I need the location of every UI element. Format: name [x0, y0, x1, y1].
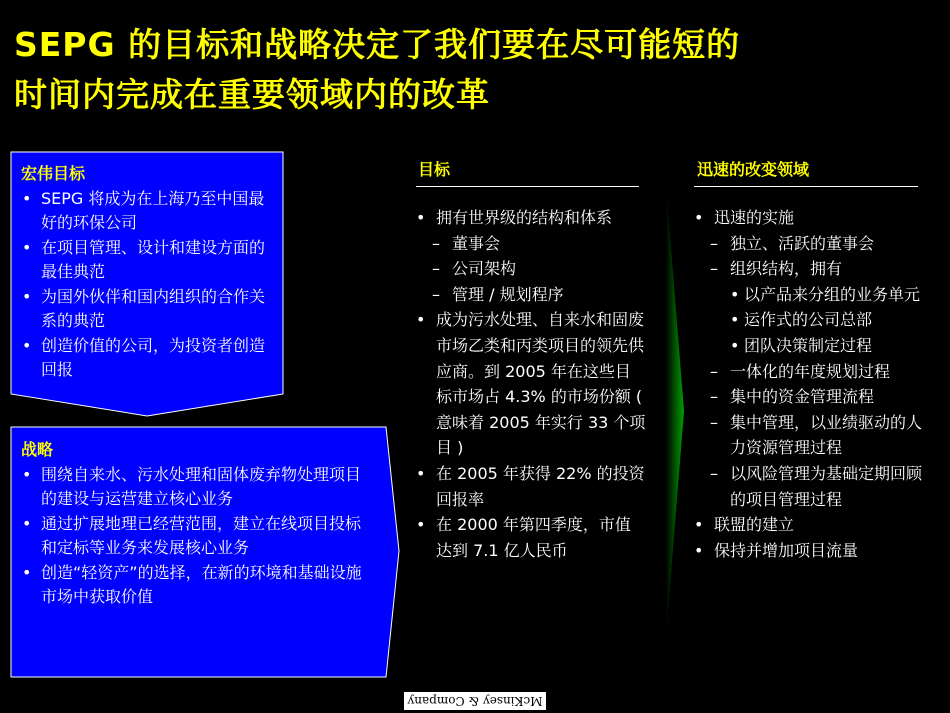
list-item: • 围绕自来水、污水处理和固体废弃物处理项目的建设与运营建立核心业务 — [21, 463, 375, 512]
title-line-2: 时间内完成在重要领域内的改革 — [14, 75, 490, 114]
list-item: • 通过扩展地理已经营范围，建立在线项目投标和定标等业务来发展核心业务 — [21, 512, 375, 561]
sub-item: – 集中管理，以业绩驱动的人力资源管理过程 — [710, 412, 923, 458]
sub-item: – 集中的资金管理流程 — [710, 387, 875, 407]
sub-sub-item: • 以产品来分组的业务单元 — [692, 282, 937, 308]
list-item: • 联盟的建立 — [692, 512, 937, 538]
sub-item: – 一体化的年度规划过程 — [710, 361, 891, 381]
list-item: • SEPG 将成为在上海乃至中国最好的环保公司 — [21, 187, 271, 236]
strategy-list — [21, 463, 375, 610]
goals-divider — [416, 186, 639, 187]
change-list — [692, 205, 937, 563]
strategy-heading: 战略 — [21, 440, 54, 459]
title-line-1: SEPG 的目标和战略决定了我们要在尽可能短的 — [14, 25, 741, 64]
list-item: • 在 2005 年获得 22% 的投资回报率 — [414, 461, 646, 512]
sub-sub-item: • 团队决策制定过程 — [692, 333, 937, 359]
strategy-content — [21, 438, 375, 610]
list-item: • 迅速的实施 — [692, 205, 937, 231]
list-item: • 为国外伙伴和国内组织的合作关系的典范 — [21, 285, 271, 334]
sub-item: – 董事会 — [432, 233, 501, 253]
mckinsey-logo: McKinsey & Company — [404, 692, 546, 710]
vision-heading: 宏伟目标 — [21, 164, 86, 183]
vision-content — [21, 162, 271, 383]
list-item: • 拥有世界级的结构和体系 — [414, 205, 646, 231]
sub-item: – 管理 / 规划程序 — [432, 284, 564, 304]
sub-item: – 以风险管理为基础定期回顾的项目管理过程 — [710, 463, 923, 509]
sub-item: – 组织结构，拥有 — [710, 259, 843, 279]
sub-item: – 公司架构 — [432, 259, 517, 279]
goals-list — [414, 205, 646, 563]
vision-list — [21, 187, 271, 383]
list-item: • 创造“轻资产”的选择，在新的环境和基础设施市场中获取价值 — [21, 561, 375, 610]
goals-heading: 目标 — [418, 160, 451, 179]
list-item: • 在项目管理、设计和建设方面的最佳典范 — [21, 236, 271, 285]
list-item: • 保持并增加项目流量 — [692, 538, 937, 564]
list-item: • 在 2000 年第四季度，市值达到 7.1 亿人民币 — [414, 512, 646, 563]
list-item: • 创造价值的公司，为投资者创造回报 — [21, 334, 271, 383]
list-item: • 成为污水处理、自来水和固废市场乙类和丙类项目的领先供应商。到 2005 年在这些目标市场占 4.3% 的市场份额 ( 意味着 2005 年实行 33 个项目 ) — [414, 307, 646, 461]
sub-sub-item: • 运作式的公司总部 — [692, 307, 937, 333]
change-divider — [694, 186, 918, 187]
flow-arrow — [666, 185, 684, 637]
sub-item: – 独立、活跃的董事会 — [710, 233, 875, 253]
change-heading: 迅速的改变领域 — [697, 160, 810, 179]
